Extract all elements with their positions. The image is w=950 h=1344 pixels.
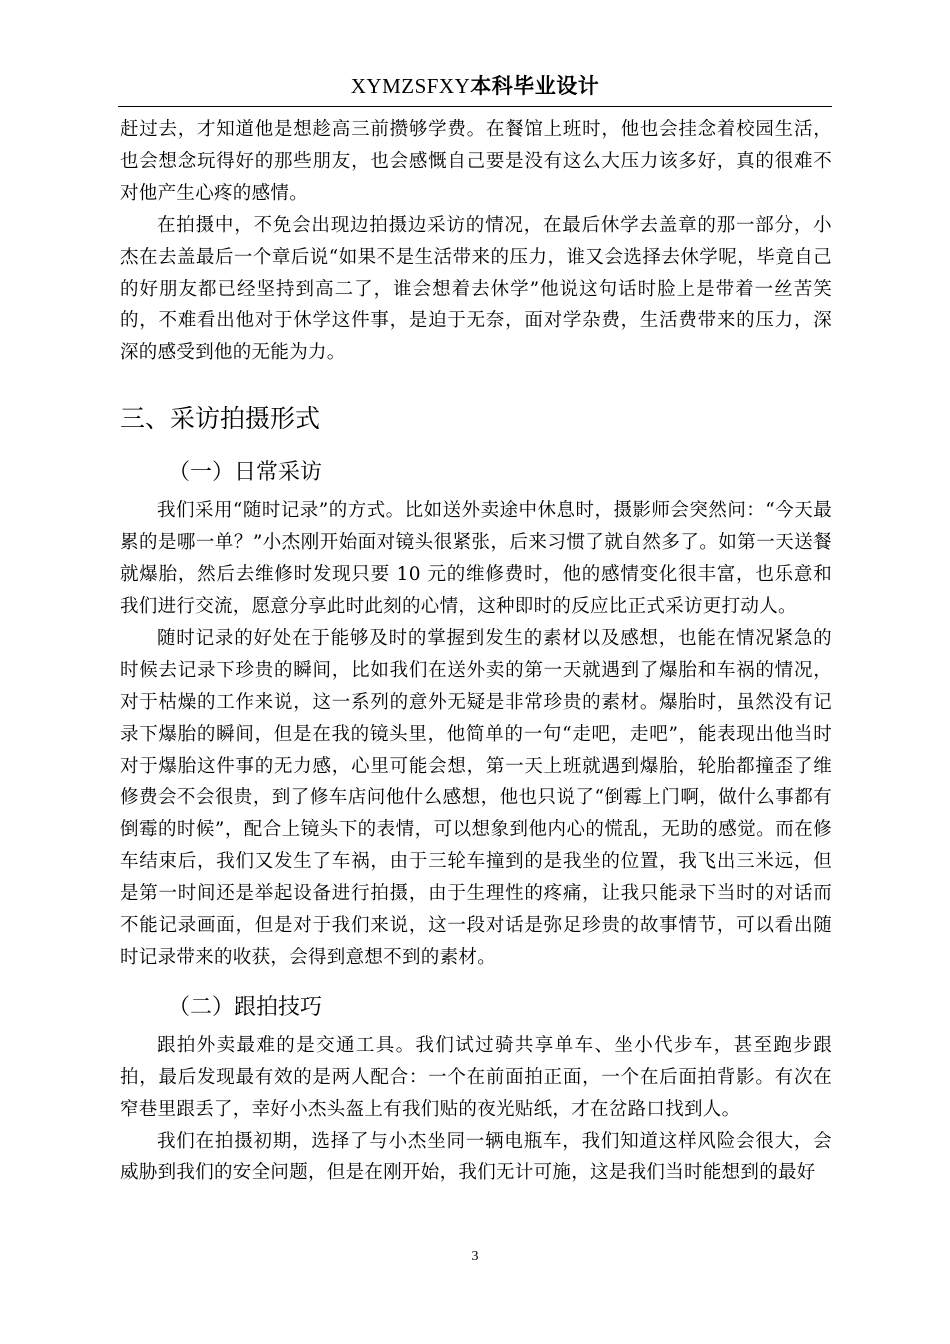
section-heading: 三、采访拍摄形式 [120, 404, 321, 434]
paragraph: 我们采用“随时记录”的方式。比如送外卖途中休息时，摄影师会突然问：“今天最累的是哪一单？”小杰刚开始面对镜头很紧张，后来习惯了就自然多了。如第一天送餐就爆胎，然后去维修时发现只要 10 元的维修费时，他的感情变化很丰富，也乐意和我们进行交流，愿意分享此时此刻的心情，这种即时的反应比正式采访更打动人。 [120, 500, 832, 617]
paragraph-continued: 赶过去，才知道他是想趁高三前攒够学费。在餐馆上班时，他也会挂念着校园生活，也会想念玩得好的那些朋友，也会感慨自己要是没有这么大压力该多好，真的很难不对他产生心疼的感情。 [120, 119, 832, 204]
paragraph: 随时记录的好处在于能够及时的掌握到发生的素材以及感想，也能在情况紧急的时候去记录下珍贵的瞬间，比如我们在送外卖的第一天就遇到了爆胎和车祸的情况，对于枯燥的工作来说，这一系列的意外无疑是非常珍贵的素材。爆胎时，虽然没有记录下爆胎的瞬间，但是在我的镜头里，他简单的一句“走吧，走吧”，能表现出他当时对于爆胎这件事的无力感，心里可能会想，第一天上班就遇到爆胎，轮胎都撞歪了维修费会不会很贵，到了修车店问他什么感想，他也只说了“倒霉上门啊，做什么事都有倒霉的时候”，配合上镜头下的表情，可以想象到他内心的慌乱，无助的感觉。而在修车结束后，我们又发生了车祸，由于三轮车撞到的是我坐的位置，我飞出三米远，但是第一时间还是举起设备进行拍摄，由于生理性的疼痛，让我只能录下当时的对话而不能记录画面，但是对于我们来说，这一段对话是弥足珍贵的故事情节，可以看出随时记录带来的收获，会得到意想不到的素材。 [120, 627, 832, 968]
header-divider [118, 106, 832, 107]
subsection-heading-follow-shooting: （二）跟拍技巧 [168, 994, 323, 1020]
paragraph: 我们在拍摄初期，选择了与小杰坐同一辆电瓶车，我们知道这样风险会很大，会威胁到我们的安全问题，但是在刚开始，我们无计可施，这是我们当时能想到的最好 [120, 1130, 832, 1184]
header-code: XYMZSFXY [350, 74, 471, 98]
page-body [120, 114, 832, 1189]
header-title: 本科毕业设计 [470, 74, 600, 98]
page-header [0, 72, 950, 100]
paragraph: 跟拍外卖最难的是交通工具。我们试过骑共享单车、坐小代步车，甚至跑步跟拍，最后发现最有效的是两人配合：一个在前面拍正面，一个在后面拍背影。有次在窄巷里跟丢了，幸好小杰头盔上有我们贴的夜光贴纸，才在岔路口找到人。 [120, 1034, 832, 1120]
page-number: 3 [471, 1249, 479, 1264]
subsection-heading-daily-interview: （一）日常采访 [168, 460, 323, 486]
paragraph: 在拍摄中，不免会出现边拍摄边采访的情况，在最后休学去盖章的那一部分，小杰在去盖最后一个章后说“如果不是生活带来的压力，谁又会选择去休学呢，毕竟自己的好朋友都已经坚持到高二了，谁会想着去休学”他说这句话时脸上是带着一丝苦笑的，不难看出他对于休学这件事，是迫于无奈，面对学杂费，生活费带来的压力，深深的感受到他的无能为力。 [120, 214, 832, 364]
